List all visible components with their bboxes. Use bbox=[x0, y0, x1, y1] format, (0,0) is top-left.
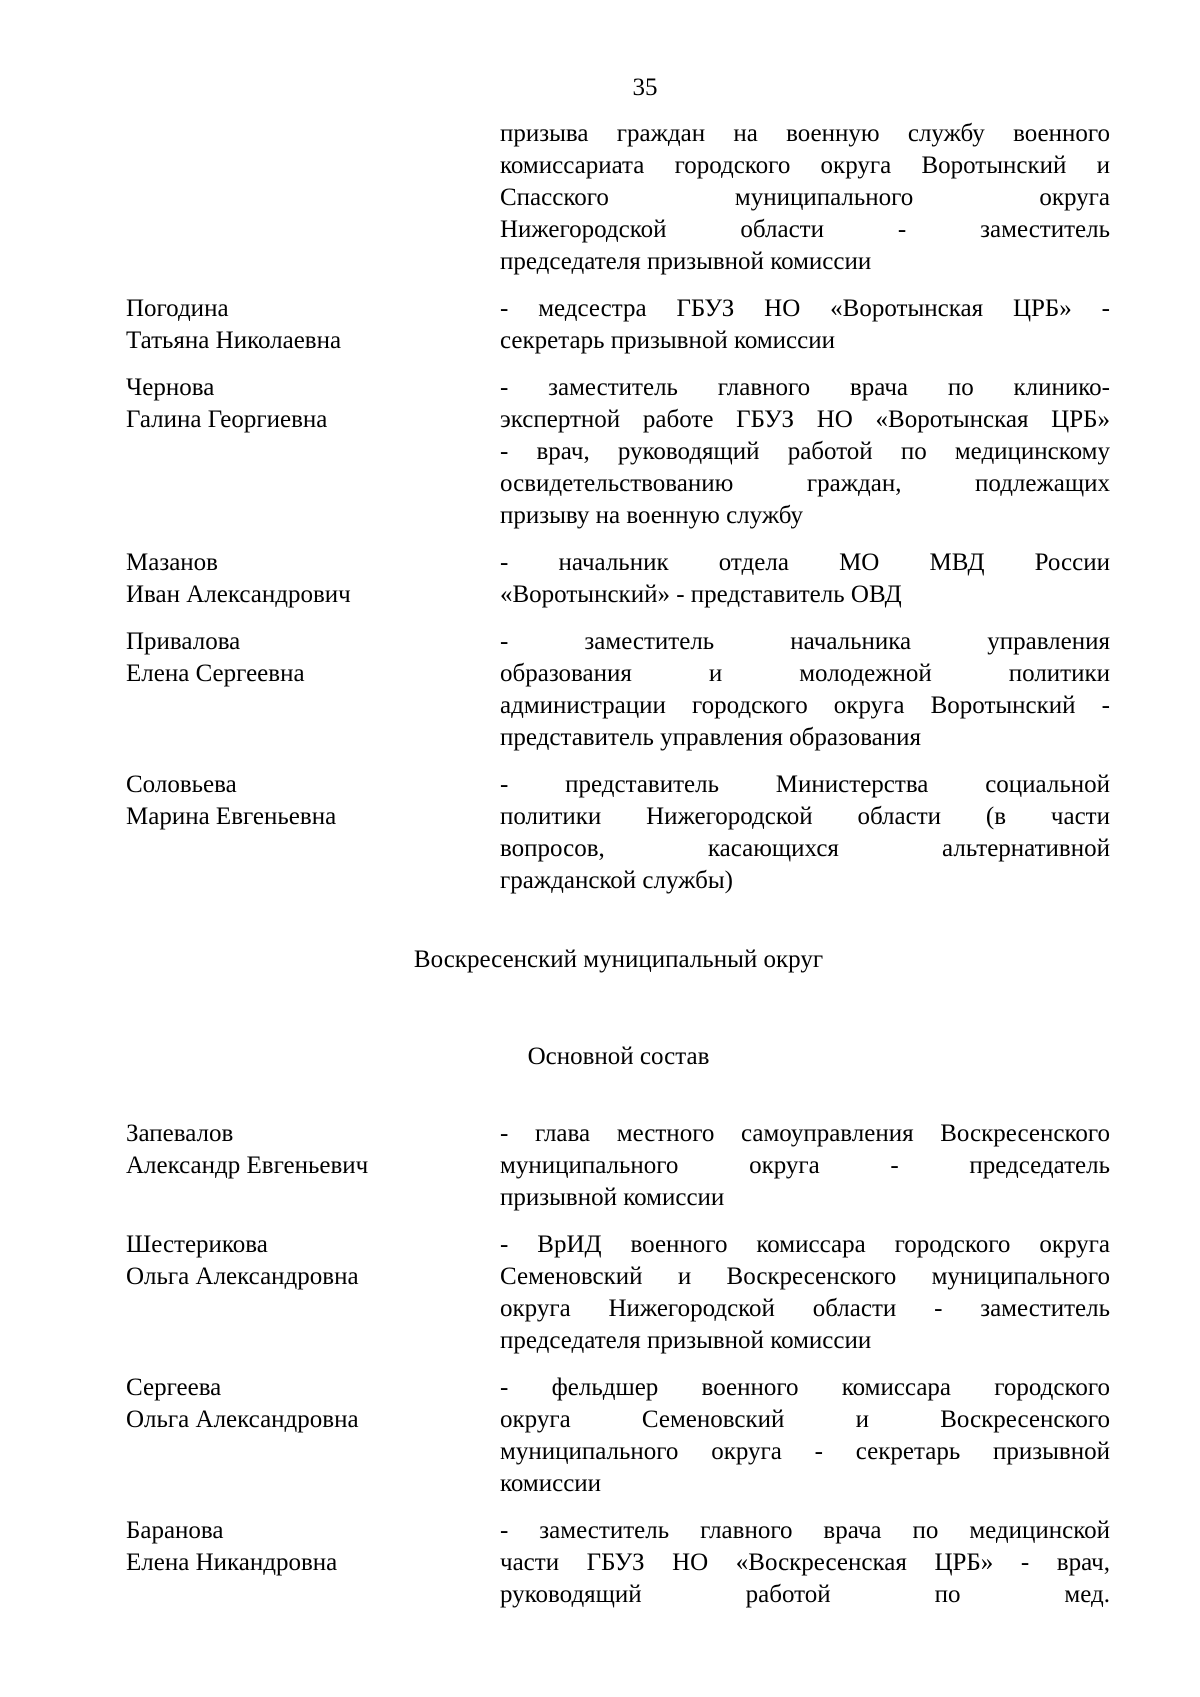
member-given-names: Иван Александрович bbox=[126, 581, 351, 608]
role-line: Семеновский и Воскресенского муниципального bbox=[500, 1263, 1110, 1290]
member-entry bbox=[126, 1118, 1110, 1214]
member-name bbox=[126, 547, 500, 611]
member-role bbox=[500, 1118, 1110, 1214]
member-name bbox=[126, 1515, 500, 1579]
role-line: - глава местного самоуправления Воскресенского bbox=[500, 1120, 1110, 1147]
member-list-bottom bbox=[126, 1118, 1110, 1626]
member-entry bbox=[126, 372, 1110, 532]
member-role bbox=[500, 1229, 1110, 1357]
member-given-names: Александр Евгеньевич bbox=[126, 1152, 369, 1179]
member-entry bbox=[126, 293, 1110, 357]
role-line: вопросов, касающихся альтернативной bbox=[500, 835, 1110, 862]
member-given-names: Татьяна Николаевна bbox=[126, 327, 342, 354]
role-line: экспертной работе ГБУЗ НО «Воротынская ЦРБ» bbox=[500, 406, 1110, 433]
role-line: - врач, руководящий работой по медицинскому bbox=[500, 438, 1110, 465]
member-role bbox=[500, 372, 1110, 532]
role-line: - представитель Министерства социальной bbox=[500, 771, 1110, 798]
member-name bbox=[126, 626, 500, 690]
role-line: - медсестра ГБУЗ НО «Воротынская ЦРБ» - bbox=[500, 295, 1110, 322]
role-line: образования и молодежной политики bbox=[500, 660, 1110, 687]
member-given-names: Марина Евгеньевна bbox=[126, 803, 337, 830]
role-line: - заместитель начальника управления bbox=[500, 628, 1110, 655]
role-line: представитель управления образования bbox=[500, 724, 922, 751]
member-surname: Сергеева bbox=[126, 1374, 222, 1401]
member-list-top bbox=[126, 118, 1110, 912]
role-line: части ГБУЗ НО «Воскресенская ЦРБ» - врач, bbox=[500, 1549, 1110, 1576]
role-line: секретарь призывной комиссии bbox=[500, 327, 836, 354]
member-role bbox=[500, 1515, 1110, 1611]
role-line: «Воротынский» - представитель ОВД bbox=[500, 581, 902, 608]
role-line: освидетельствованию граждан, подлежащих bbox=[500, 470, 1110, 497]
member-role bbox=[500, 626, 1110, 754]
member-surname: Погодина bbox=[126, 295, 229, 322]
role-line: призыву на военную службу bbox=[500, 502, 804, 529]
member-entry bbox=[126, 547, 1110, 611]
page-number: 35 bbox=[632, 74, 658, 101]
role-line: администрации городского округа Воротынский - bbox=[500, 692, 1110, 719]
role-line: комиссариата городского округа Воротынский и bbox=[500, 152, 1110, 179]
member-role bbox=[500, 293, 1110, 357]
role-line: муниципального округа - председатель bbox=[500, 1152, 1110, 1179]
role-line: - фельдшер военного комиссара городского bbox=[500, 1374, 1110, 1401]
member-surname: Соловьева bbox=[126, 771, 237, 798]
role-line: призывной комиссии bbox=[500, 1184, 725, 1211]
role-line: Спасского муниципального округа bbox=[500, 184, 1110, 211]
member-name bbox=[126, 769, 500, 833]
role-line: - заместитель главного врача по медицинской bbox=[500, 1517, 1110, 1544]
member-given-names: Елена Сергеевна bbox=[126, 660, 305, 687]
member-role bbox=[500, 547, 1110, 611]
member-surname: Баранова bbox=[126, 1517, 224, 1544]
member-entry bbox=[126, 1515, 1110, 1611]
member-entry bbox=[126, 1372, 1110, 1500]
role-line: комиссии bbox=[500, 1470, 602, 1497]
member-name bbox=[126, 372, 500, 436]
role-line: - заместитель главного врача по клинико- bbox=[500, 374, 1110, 401]
role-line: руководящий работой по мед. bbox=[500, 1581, 1110, 1608]
role-line: Нижегородской области - заместитель bbox=[500, 216, 1110, 243]
member-given-names: Ольга Александровна bbox=[126, 1263, 359, 1290]
member-role bbox=[500, 769, 1110, 897]
role-line: председателя призывной комиссии bbox=[500, 1327, 872, 1354]
role-line: гражданской службы) bbox=[500, 867, 733, 894]
member-surname: Мазанов bbox=[126, 549, 218, 576]
member-name bbox=[126, 1229, 500, 1293]
member-given-names: Елена Никандровна bbox=[126, 1549, 338, 1576]
role-line: председателя призывной комиссии bbox=[500, 248, 872, 275]
member-given-names: Ольга Александровна bbox=[126, 1406, 359, 1433]
member-name bbox=[126, 1118, 500, 1182]
member-surname: Привалова bbox=[126, 628, 241, 655]
member-surname: Шестерикова bbox=[126, 1231, 268, 1258]
district-heading: Воскресенский муниципальный округ bbox=[413, 946, 824, 973]
role-line: муниципального округа - секретарь призывной bbox=[500, 1438, 1110, 1465]
member-entry bbox=[126, 1229, 1110, 1357]
member-name bbox=[126, 293, 500, 357]
member-name bbox=[126, 1372, 500, 1436]
role-line: - ВрИД военного комиссара городского округа bbox=[500, 1231, 1110, 1258]
continued-entry bbox=[126, 118, 1110, 278]
role-line: политики Нижегородской области (в части bbox=[500, 803, 1110, 830]
member-entry bbox=[126, 769, 1110, 897]
member-role bbox=[500, 118, 1110, 278]
member-role bbox=[500, 1372, 1110, 1500]
role-line: округа Нижегородской области - заместитель bbox=[500, 1295, 1110, 1322]
composition-heading: Основной состав bbox=[527, 1043, 710, 1070]
member-entry bbox=[126, 626, 1110, 754]
role-line: округа Семеновский и Воскресенского bbox=[500, 1406, 1110, 1433]
role-line: - начальник отдела МО МВД России bbox=[500, 549, 1110, 576]
role-line: призыва граждан на военную службу военного bbox=[500, 120, 1110, 147]
member-surname: Запевалов bbox=[126, 1120, 234, 1147]
member-given-names: Галина Георгиевна bbox=[126, 406, 328, 433]
member-surname: Чернова bbox=[126, 374, 215, 401]
